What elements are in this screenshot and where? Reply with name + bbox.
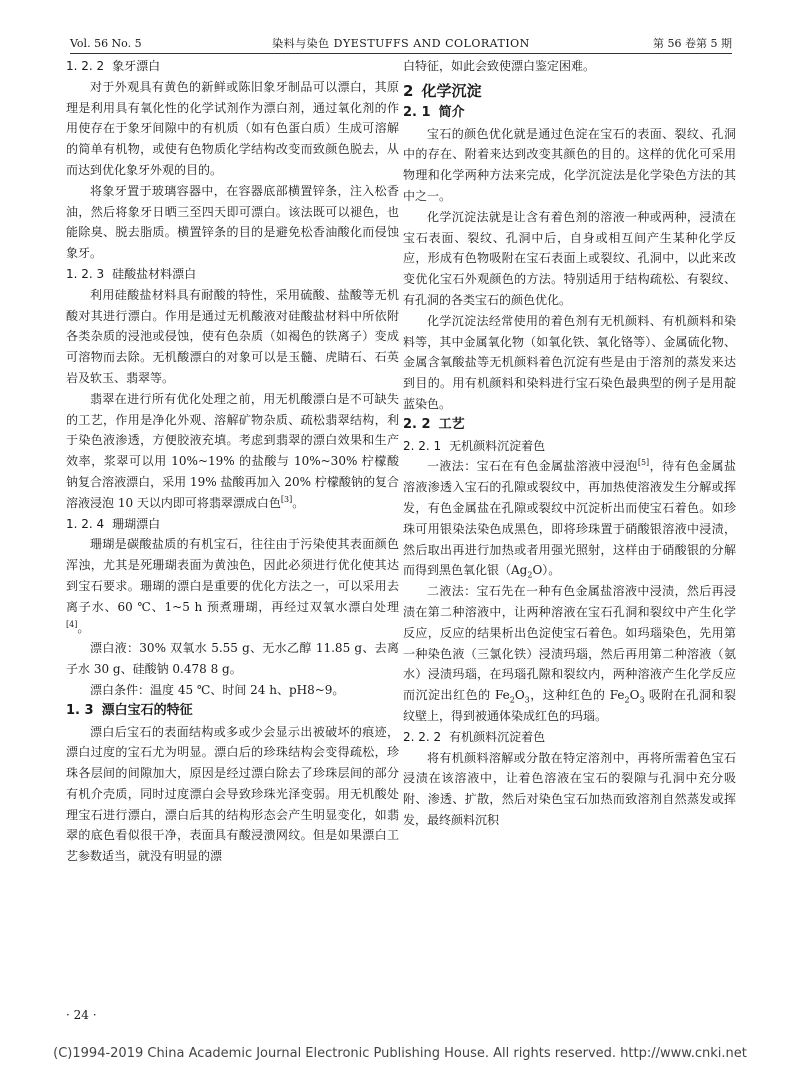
section-heading-2-2-2: 2. 2. 2 有机颜料沉淀着色 [403,729,546,744]
section-heading-1-2-4: 1. 2. 4 珊瑚漂白 [66,516,161,531]
paragraph: 漂白液：30% 双氧水 5.55 g、无水乙醇 11.85 g、去离子水 30 g、硅酸钠 0.478 8 g。 [66,641,399,677]
section-heading-2-2: 2. 2 工艺 [403,416,465,432]
paragraph: 二液法：宝石先在一种有色金属盐溶液中浸渍，然后再浸渍在第二种溶液中，让两种溶液在宝石孔洞和裂纹中产生化学反应，反应的结果析出色淀使宝石着色。如玛瑙染色，先用第一种染色液（三氯化铁）浸渍玛瑙，然后再用第二种溶液（氨水）浸渍玛瑙，在玛瑙孔隙和裂纹内，两种溶液产生化学反应而沉淀出红色的 $Fe_2O_3$，这种红色的 $Fe_2O_3$ 吸附在孔洞和裂纹壁上，得到被通体染成红色的玛瑙。 [403,584,736,723]
left-column [66,56,399,867]
paragraph: 漂白条件：温度 45 ℃、时间 24 h、pH8~9。 [90,682,345,697]
paragraph: 将象牙置于玻璃容器中，在容器底部横置锌条，注入松香油，然后将象牙日晒三至四天即可漂白。该法既可以褪色，也能除臭、脱去脂质。横置锌条的目的是避免松香油酸化而侵蚀象牙。 [66,183,399,261]
volume-issue: Vol. 56 No. 5 [70,37,142,50]
header-rule [70,53,732,54]
paragraph: 漂白后宝石的表面结构或多或少会显示出被破坏的痕迹，漂白过度的宝石尤为明显。漂白后的珍珠结构会变得疏松，珍珠各层间的间隙加大，原因是经过漂白除去了珍珠层间的部分有机介壳质，同时过度漂白会导致珍珠光泽变弱。用无机酸处理宝石进行漂白，漂白后其的结构形态会产生明显变化，如翡翠的底色看似很干净，表面具有酸浸溃网纹。但是如果漂白工艺参数适当，就没有明显的漂 [66,724,399,864]
citation-3[interactable]: [3] [280,494,293,504]
paragraph: 化学沉淀法经常使用的着色剂有无机颜料、有机颜料和染料等，其中金属氧化物（如氧化铁、氧化铬等）、金属硫化物、金属含氧酸盐等无机颜料着色沉淀有些是由于溶剂的蒸发来达到目的。用有机颜料和染料进行宝石染色最典型的例子是用靛蓝染色。 [403,313,736,411]
copyright-footer: (C)1994-2019 China Academic Journal Electronic Publishing House. All rights reserved. http://www.cnki.net [53,1046,747,1061]
paragraph: 一液法：宝石在有色金属盐溶液中浸泡[5]，待有色金属盐溶液渗透入宝石的孔隙或裂纹中，再加热使溶液发生分解或挥发，有色金属盐在孔隙或裂纹中沉淀析出而使宝石着色。如珍珠可用银染法染色成黑色，即将珍珠置于硝酸银溶液中浸渍，然后取出再进行加热或者用强光照射，这样由于硝酸银的分解而得到黑色氧化银$(Ag_2O)$。 [403,458,736,580]
paragraph: 对于外观具有黄色的新鲜或陈旧象牙制品可以漂白，其原理是利用具有氧化性的化学试剂作为漂白剂，通过氧化剂的作用使存在于象牙间隙中的有机质（如有色蛋白质）生成可溶解的简单有机物，或使有色物质化学结构改变而致颜色脱去，从而达到优化象牙外观的目的。 [66,79,399,177]
right-column [403,56,736,831]
section-heading-2: 2 化学沉淀 [403,81,482,100]
paragraph-continued: 白特征，如此会致使漂白鉴定困难。 [403,59,596,73]
running-header [70,36,732,52]
section-heading-1-3: 1. 3 漂白宝石的特征 [66,702,193,718]
paragraph: 利用硅酸盐材料具有耐酸的特性，采用硫酸、盐酸等无机酸对其进行漂白。作用是通过无机酸液对硅酸盐材料中所依附各类杂质的浸池或侵蚀，使有色杂质（如褐色的铁离子）变成可溶物而去除。无机酸漂白的对象可以是玉髓、虎睛石、石英岩及软玉、翡翠等。 [66,287,399,385]
section-heading-1-2-2: 1. 2. 2 象牙漂白 [66,59,161,73]
citation-4[interactable]: [4] [66,619,78,629]
paragraph: 珊瑚是碳酸盐质的有机宝石，往往由于污染使其表面颜色浑浊，尤其是死珊瑚表面为黄浊色，因此必须进行优化使其达到宝石要求。珊瑚的漂白是重要的优化方法之一，可以采用去离子水、60 ℃、1~5 h 预煮珊瑚，再经过双氧水漂白处理[4]。 [66,537,399,635]
section-heading-1-2-3: 1. 2. 3 硅酸盐材料漂白 [66,266,197,281]
paragraph: 宝石的颜色优化就是通过色淀在宝石的表面、裂纹、孔洞中的存在、附着来达到改变其颜色的目的。这样的优化可采用物理和化学两种方法来完成，化学沉淀法是化学染色方法的其中之一。 [403,126,736,203]
section-heading-2-1: 2. 1 简介 [403,104,465,120]
paragraph: 翡翠在进行所有优化处理之前，用无机酸漂白是不可缺失的工艺，作用是净化外观、溶解矿物杂质、疏松翡翠结构，利于染色液渗透，方便胶液充填。考虑到翡翠的漂白效果和生产效率，浆翠可以用 10%~19% 的盐酸与 10%~30% 柠檬酸钠复合溶液漂白，采用 19% 盐酸再加入 20% 柠檬酸钠的复合溶液浸泡 10 天以内即可将翡翠漂成白色[3]。 [66,391,399,510]
paragraph: 将有机颜料溶解或分散在特定溶剂中，再将所需着色宝石浸渍在该溶液中，让着色溶液在宝石的裂隙与孔洞中充分吸附、渗透、扩散，然后对染色宝石加热而致溶剂自然蒸发或挥发，最终颜料沉积 [403,750,736,827]
volume-issue-cn: 第 56 卷第 5 期 [653,37,732,50]
paragraph: 化学沉淀法就是让含有着色剂的溶液一种或两种，浸渍在宝石表面、裂纹、孔洞中后，自身或相互间产生某种化学反应，形成有色物吸附在宝石表面上或裂纹、孔洞中，以此来改变优化宝石外观颜色的方法。特别适用于结构疏松、有裂纹、有孔洞的各类宝石的颜色优化。 [403,209,736,307]
page-number: · 24 · [66,1008,97,1022]
journal-title: 染料与染色 DYESTUFFS AND COLORATION [272,37,530,50]
citation-5[interactable]: [5] [637,458,650,468]
section-heading-2-2-1: 2. 2. 1 无机颜料沉淀着色 [403,438,546,453]
